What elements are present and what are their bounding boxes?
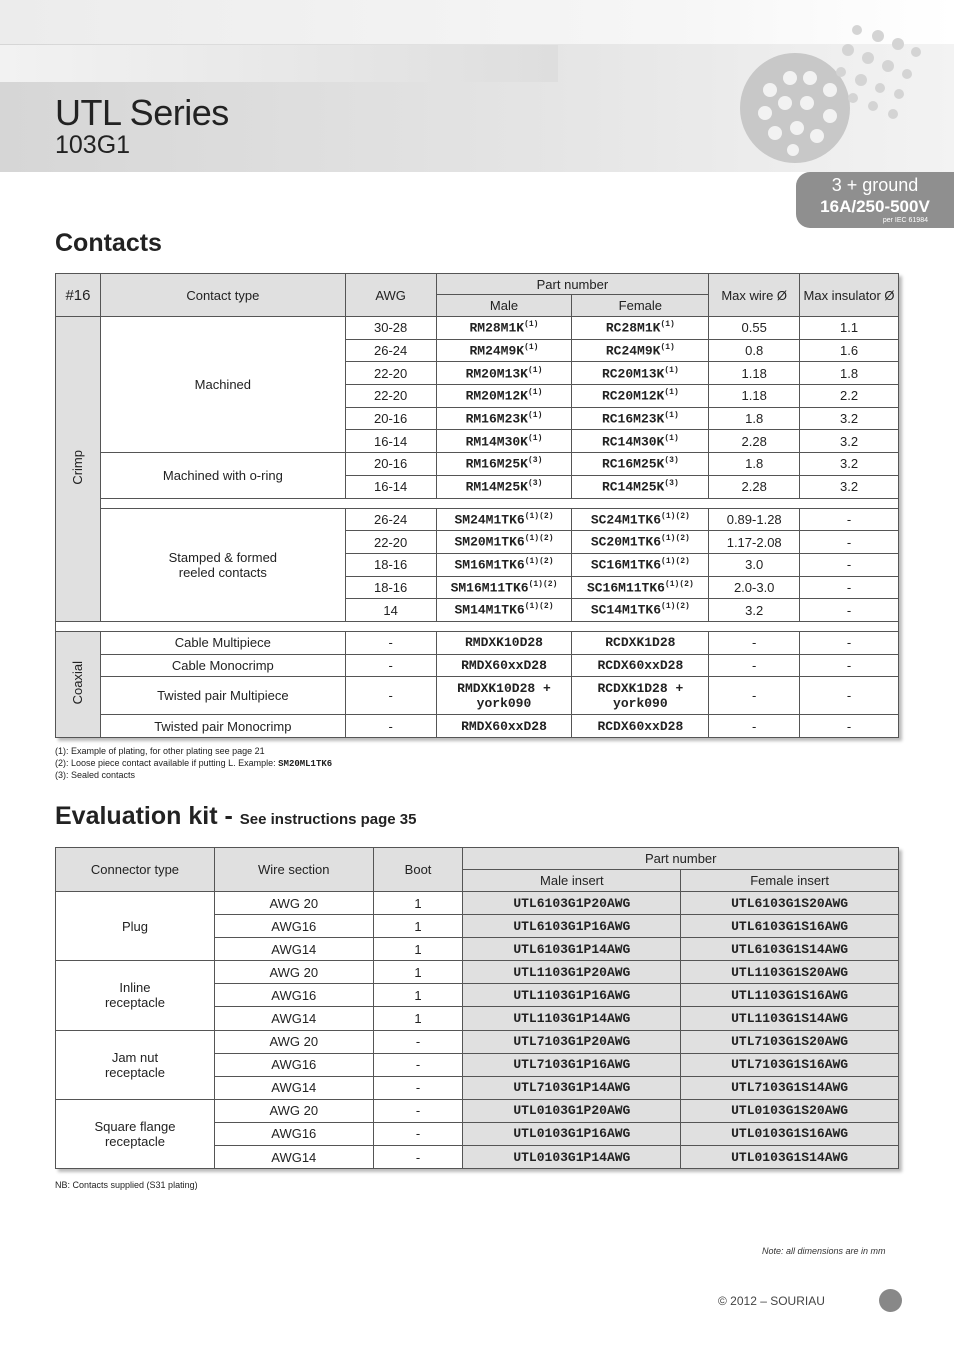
table-row (56, 677, 899, 715)
table-row (56, 453, 899, 476)
max-insulator-cell: 3.2 (800, 430, 899, 453)
connector-type-header: Connector type (56, 848, 215, 892)
page-subtitle: 103G1 (55, 131, 131, 159)
max-insulator-cell: - (800, 654, 899, 677)
male-part-note: (1) (527, 410, 543, 420)
max-wire-cell: 1.17-2.08 (709, 531, 800, 554)
page-marker (879, 1289, 902, 1312)
table-row (56, 654, 899, 677)
female-insert-cell: UTL7103G1S14AWG (681, 1076, 899, 1099)
table-row (56, 715, 899, 738)
male-part: RMDX60xxD28 (436, 654, 572, 677)
male-part-note: (1)(2) (524, 511, 554, 521)
female-part-note: (1) (664, 410, 679, 420)
awg-header: AWG (345, 274, 436, 317)
female-insert-cell: UTL6103G1S14AWG (681, 938, 899, 961)
footnote-2-code: SM20ML1TK6 (278, 759, 333, 769)
max-insulator-cell: 3.2 (800, 475, 899, 498)
boot-cell: 1 (373, 915, 463, 938)
boot-cell: 1 (373, 892, 463, 915)
awg-cell: 18-16 (345, 553, 436, 576)
male-part-code: SM16M1TK6 (454, 557, 525, 573)
awg-cell: - (345, 654, 436, 677)
female-part-note: (1) (664, 388, 679, 398)
female-part (572, 385, 709, 408)
coaxial-type: Twisted pair Multipiece (100, 677, 345, 715)
male-part-note: (1) (527, 365, 543, 375)
male-part-code: RM14M25K (465, 479, 528, 495)
female-insert-cell: UTL1103G1S14AWG (681, 1007, 899, 1030)
female-part-code: SC14M1TK6 (590, 602, 662, 618)
dimensions-note: Note: all dimensions are in mm (762, 1246, 886, 1256)
coaxial-type: Cable Monocrimp (100, 654, 345, 677)
boot-cell: 1 (373, 961, 463, 984)
male-insert-cell: UTL7103G1P16AWG (463, 1053, 681, 1076)
male-part (436, 407, 572, 430)
awg-cell: 14 (345, 599, 436, 622)
male-insert-header: Male insert (463, 870, 681, 892)
male-part (436, 362, 572, 385)
female-part-code: RC14M25K (601, 479, 665, 495)
female-insert-cell: UTL1103G1S16AWG (681, 984, 899, 1007)
male-part (436, 475, 572, 498)
max-insulator-cell: 3.2 (800, 453, 899, 476)
male-part-code: RM20M12K (465, 388, 528, 404)
max-wire-cell: 2.0-3.0 (709, 576, 800, 599)
awg-cell: 26-24 (345, 339, 436, 362)
awg-cell: 22-20 (345, 531, 436, 554)
max-insulator-cell: - (800, 599, 899, 622)
table-row (56, 892, 899, 915)
male-insert-cell: UTL7103G1P20AWG (463, 1030, 681, 1053)
male-part-note: (1) (524, 342, 539, 352)
male-part (436, 531, 572, 554)
male-part-code: SM16M11TK6 (450, 580, 529, 596)
male-part-code: RM24M9K (469, 343, 525, 359)
female-part (572, 508, 709, 531)
header-stripe (0, 45, 558, 82)
max-insulator-cell: - (800, 677, 899, 715)
female-header: Female (572, 295, 709, 317)
part-number-header: Part number (436, 274, 709, 295)
wire-section-cell: AWG16 (214, 915, 373, 938)
max-wire-cell: 0.8 (709, 339, 800, 362)
page-title: UTL Series (55, 92, 229, 133)
max-insulator-cell: 1.6 (800, 339, 899, 362)
footnote-2 (55, 758, 332, 769)
wire-section-cell: AWG14 (214, 938, 373, 961)
male-part-code: RM14M30K (465, 433, 528, 449)
female-part (572, 453, 709, 476)
max-insulator-cell: - (800, 531, 899, 554)
male-part (436, 430, 572, 453)
max-wire-cell: 0.89-1.28 (709, 508, 800, 531)
male-part-note: (3) (527, 456, 543, 466)
female-part-code: RC20M12K (601, 388, 665, 404)
max-insulator-cell: - (800, 553, 899, 576)
max-wire-cell: 2.28 (709, 475, 800, 498)
male-part (436, 317, 572, 340)
table-row (56, 961, 899, 984)
female-insert-cell: UTL7103G1S16AWG (681, 1053, 899, 1076)
male-part-code: RM28M1K (469, 320, 525, 336)
awg-cell: 22-20 (345, 362, 436, 385)
female-part (572, 599, 709, 622)
male-part-code: RM20M13K (465, 365, 528, 381)
kit-part-number-header: Part number (463, 848, 899, 870)
max-wire-header: Max wire Ø (709, 274, 800, 317)
boot-cell: 1 (373, 984, 463, 1007)
male-insert-cell: UTL1103G1P16AWG (463, 984, 681, 1007)
max-insulator-cell: - (800, 631, 899, 654)
male-part-code: RM16M23K (465, 411, 528, 427)
male-part: RMDXK10D28 (436, 631, 572, 654)
female-part-note: (1)(2) (661, 602, 690, 612)
awg-cell: 30-28 (345, 317, 436, 340)
male-part (436, 453, 572, 476)
badge-line3: per IEC 61984 (882, 217, 928, 224)
male-part-note: (1)(2) (528, 579, 558, 589)
max-wire-cell: 0.55 (709, 317, 800, 340)
wire-section-cell: AWG 20 (214, 961, 373, 984)
connector-type-cell: Plug (56, 892, 215, 961)
kit-heading (55, 802, 417, 831)
stamped-type: Stamped & formed reeled contacts (100, 508, 345, 621)
female-part (572, 553, 709, 576)
female-part-code: RC16M25K (601, 456, 665, 472)
male-part-note: (1) (527, 433, 543, 443)
footnote-1: (1): Example of plating, for other plating see page 21 (55, 746, 265, 756)
spacer-row (56, 621, 899, 631)
max-wire-cell: 1.18 (709, 385, 800, 408)
max-insulator-cell: 3.2 (800, 407, 899, 430)
male-insert-cell: UTL1103G1P14AWG (463, 1007, 681, 1030)
female-part (572, 362, 709, 385)
awg-cell: 18-16 (345, 576, 436, 599)
female-part (572, 576, 709, 599)
female-part: RCDXK1D28 + york090 (572, 677, 709, 715)
wire-section-cell: AWG16 (214, 1053, 373, 1076)
female-part (572, 475, 709, 498)
max-insulator-cell: 2.2 (800, 385, 899, 408)
female-part-note: (1)(2) (661, 557, 690, 567)
kit-nb: NB: Contacts supplied (S31 plating) (55, 1180, 198, 1190)
table-row (56, 508, 899, 531)
rating-badge (796, 172, 954, 228)
spacer-cell (56, 621, 899, 631)
crimp-group (56, 317, 101, 622)
max-insulator-cell: 1.8 (800, 362, 899, 385)
male-part-code: SM20M1TK6 (454, 534, 525, 550)
female-insert-header: Female insert (681, 870, 899, 892)
max-wire-cell: - (709, 677, 800, 715)
female-part-note: (1) (660, 342, 675, 352)
male-part: RMDX60xxD28 (436, 715, 572, 738)
spacer-row (56, 498, 899, 508)
male-part-note: (1) (524, 320, 539, 330)
awg-cell: - (345, 677, 436, 715)
female-part: RCDXK1D28 (572, 631, 709, 654)
size-header: #16 (56, 274, 101, 317)
female-part-code: RC20M13K (601, 365, 665, 381)
male-insert-cell: UTL6103G1P16AWG (463, 915, 681, 938)
contacts-table (55, 273, 899, 738)
footnote-3: (3): Sealed contacts (55, 770, 136, 780)
female-part-code: RC24M9K (605, 343, 661, 359)
male-insert-cell: UTL6103G1P20AWG (463, 892, 681, 915)
crimp-label: Crimp (70, 450, 86, 485)
awg-cell: - (345, 631, 436, 654)
female-part-note: (1)(2) (664, 579, 694, 589)
male-insert-cell: UTL7103G1P14AWG (463, 1076, 681, 1099)
boot-cell: - (373, 1099, 463, 1122)
female-part-code: SC16M11TK6 (586, 580, 665, 596)
boot-header: Boot (373, 848, 463, 892)
coaxial-label: Coaxial (70, 661, 86, 705)
awg-cell: 26-24 (345, 508, 436, 531)
wire-section-cell: AWG 20 (214, 1030, 373, 1053)
male-part (436, 553, 572, 576)
male-part: RMDXK10D28 + york090 (436, 677, 572, 715)
awg-cell: - (345, 715, 436, 738)
female-insert-cell: UTL1103G1S20AWG (681, 961, 899, 984)
male-part-code: SM24M1TK6 (454, 512, 525, 527)
female-part: RCDX60xxD28 (572, 715, 709, 738)
max-insulator-cell: 1.1 (800, 317, 899, 340)
female-insert-cell: UTL7103G1S20AWG (681, 1030, 899, 1053)
contact-type-header: Contact type (100, 274, 345, 317)
female-insert-cell: UTL6103G1S20AWG (681, 892, 899, 915)
male-part (436, 599, 572, 622)
female-part-note: (1) (664, 365, 679, 375)
female-insert-cell: UTL0103G1S20AWG (681, 1099, 899, 1122)
spacer-cell (100, 498, 898, 508)
female-insert-cell: UTL6103G1S16AWG (681, 915, 899, 938)
max-wire-cell: 1.18 (709, 362, 800, 385)
table-row (56, 631, 899, 654)
wire-section-cell: AWG16 (214, 984, 373, 1007)
connector-face-icon (735, 18, 945, 168)
badge-line2: 16A/250-500V (820, 197, 930, 216)
female-insert-cell: UTL0103G1S16AWG (681, 1122, 899, 1145)
kit-table (55, 847, 899, 1169)
wire-section-cell: AWG16 (214, 1122, 373, 1145)
wire-section-cell: AWG14 (214, 1146, 373, 1169)
male-insert-cell: UTL6103G1P14AWG (463, 938, 681, 961)
female-part-code: SC24M1TK6 (590, 512, 662, 527)
boot-cell: - (373, 1030, 463, 1053)
boot-cell: - (373, 1122, 463, 1145)
connector-type-cell: Square flange receptacle (56, 1099, 215, 1168)
male-insert-cell: UTL1103G1P20AWG (463, 961, 681, 984)
male-part (436, 508, 572, 531)
male-insert-cell: UTL0103G1P16AWG (463, 1122, 681, 1145)
female-part (572, 339, 709, 362)
awg-cell: 20-16 (345, 453, 436, 476)
max-insulator-header: Max insulator Ø (800, 274, 899, 317)
female-part (572, 407, 709, 430)
awg-cell: 16-14 (345, 430, 436, 453)
female-part: RCDX60xxD28 (572, 654, 709, 677)
male-insert-cell: UTL0103G1P14AWG (463, 1146, 681, 1169)
female-part-code: RC16M23K (601, 411, 665, 427)
male-insert-cell: UTL0103G1P20AWG (463, 1099, 681, 1122)
boot-cell: - (373, 1053, 463, 1076)
awg-cell: 22-20 (345, 385, 436, 408)
max-wire-cell: - (709, 715, 800, 738)
wire-section-cell: AWG 20 (214, 892, 373, 915)
table-row (56, 317, 899, 340)
coaxial-type: Twisted pair Monocrimp (100, 715, 345, 738)
machined-type: Machined (100, 317, 345, 453)
awg-cell: 20-16 (345, 407, 436, 430)
coaxial-group (56, 631, 101, 737)
female-part-note: (3) (664, 456, 679, 466)
max-wire-cell: - (709, 654, 800, 677)
badge-line1: 3 + ground (831, 175, 919, 195)
max-wire-cell: 1.8 (709, 407, 800, 430)
awg-cell: 16-14 (345, 475, 436, 498)
female-part-note: (1)(2) (661, 534, 690, 544)
male-part-note: (1)(2) (524, 557, 554, 567)
wire-section-header: Wire section (214, 848, 373, 892)
boot-cell: - (373, 1076, 463, 1099)
male-part-note: (1) (527, 388, 543, 398)
female-part-note: (1) (660, 320, 675, 330)
female-part (572, 531, 709, 554)
max-wire-cell: - (709, 631, 800, 654)
max-wire-cell: 2.28 (709, 430, 800, 453)
male-part-note: (3) (527, 478, 543, 488)
boot-cell: 1 (373, 938, 463, 961)
connector-type-cell: Inline receptacle (56, 961, 215, 1030)
male-part-code: RM16M25K (465, 456, 528, 472)
kit-heading-text: Evaluation kit - (55, 802, 240, 830)
table-row (56, 1099, 899, 1122)
male-header: Male (436, 295, 572, 317)
kit-heading-note: See instructions page 35 (239, 811, 417, 828)
male-part (436, 385, 572, 408)
max-wire-cell: 3.2 (709, 599, 800, 622)
boot-cell: 1 (373, 1007, 463, 1030)
female-part-note: (1) (664, 433, 679, 443)
male-part (436, 576, 572, 599)
female-part-note: (1)(2) (661, 511, 690, 521)
wire-section-cell: AWG14 (214, 1007, 373, 1030)
male-part-code: SM14M1TK6 (454, 602, 525, 618)
connector-type-cell: Jam nut receptacle (56, 1030, 215, 1099)
coaxial-type: Cable Multipiece (100, 631, 345, 654)
oring-type: Machined with o-ring (100, 453, 345, 498)
footnote-2-text: (2): Loose piece contact available if putting L. Example: (55, 758, 279, 768)
female-part-code: RC28M1K (605, 320, 661, 336)
female-part-code: SC16M1TK6 (590, 557, 662, 573)
max-wire-cell: 1.8 (709, 453, 800, 476)
female-part-code: RC14M30K (601, 433, 665, 449)
female-insert-cell: UTL0103G1S14AWG (681, 1146, 899, 1169)
max-insulator-cell: - (800, 576, 899, 599)
contacts-heading: Contacts (55, 229, 162, 257)
male-part (436, 339, 572, 362)
female-part (572, 430, 709, 453)
max-wire-cell: 3.0 (709, 553, 800, 576)
copyright: © 2012 – SOURIAU (718, 1294, 825, 1308)
table-row (56, 1030, 899, 1053)
female-part (572, 317, 709, 340)
female-part-note: (3) (664, 478, 679, 488)
male-part-note: (1)(2) (524, 534, 554, 544)
wire-section-cell: AWG 20 (214, 1099, 373, 1122)
max-insulator-cell: - (800, 715, 899, 738)
wire-section-cell: AWG14 (214, 1076, 373, 1099)
female-part-code: SC20M1TK6 (590, 534, 662, 550)
max-insulator-cell: - (800, 508, 899, 531)
boot-cell: - (373, 1146, 463, 1169)
male-part-note: (1)(2) (524, 602, 554, 612)
